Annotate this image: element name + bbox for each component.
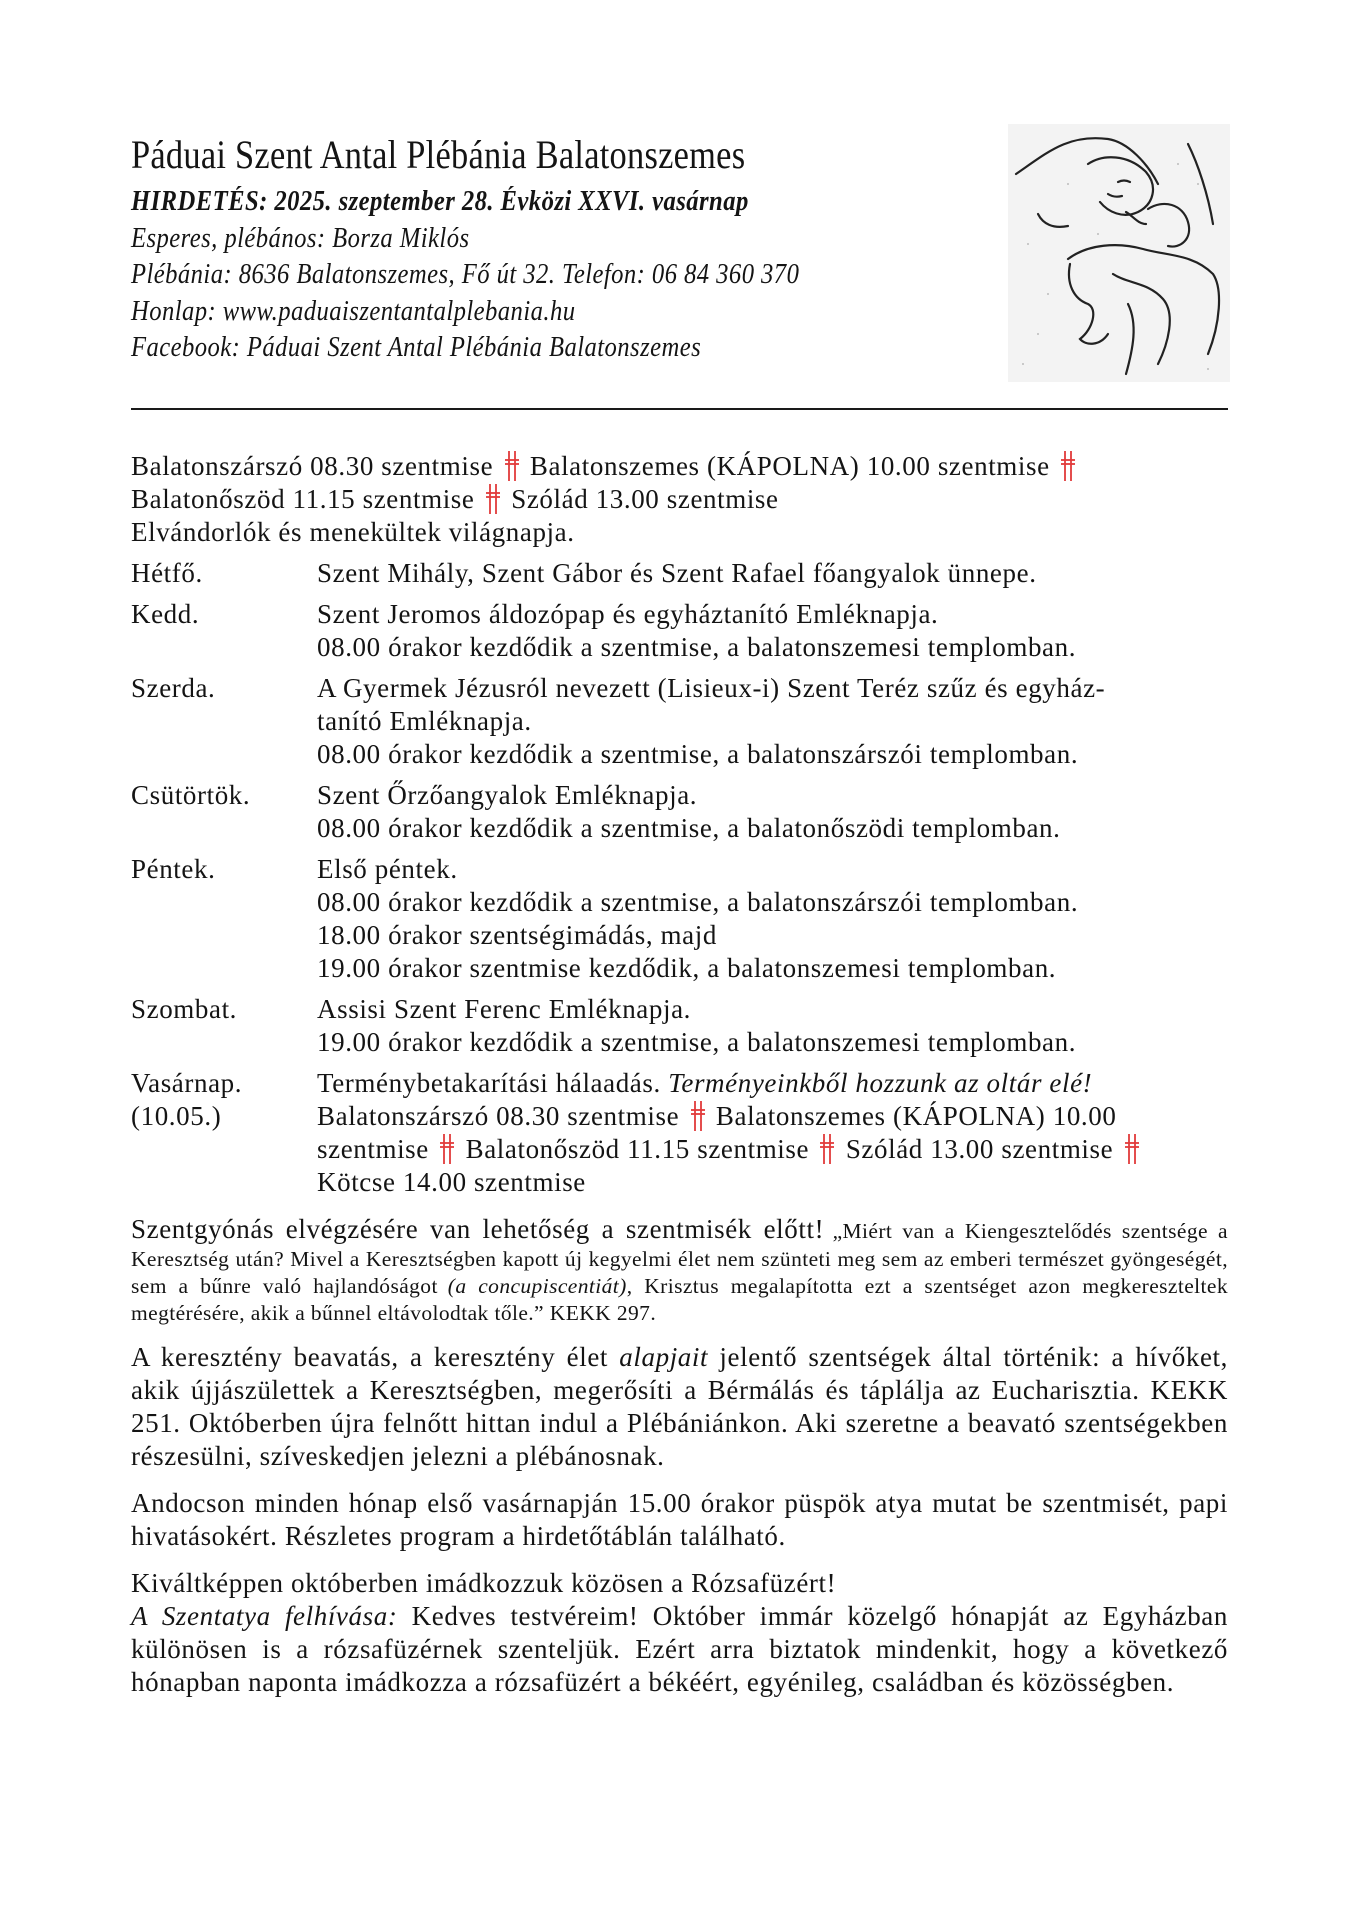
schedule-row-tuesday [131,598,1228,664]
header-divider [131,408,1228,410]
saint-anthony-sketch-icon [1008,124,1230,382]
day-label: Csütörtök. [131,780,251,810]
rosary-paragraph [131,1567,1228,1699]
cross-icon [820,1134,834,1164]
confession-lead: Szentgyónás elvégzésére van lehetőség a szentmisék előtt! [131,1214,825,1244]
schedule-row-friday [131,853,1228,985]
saint-anthony-image [1008,124,1230,382]
schedule-row-monday [131,557,1228,590]
confession-quote-italic: (a concupiscentiát) [447,1274,627,1298]
schedule-line: Szent Jeromos áldozópap és egyháztanító Emléknapja. [317,599,939,629]
mass-item: Balatonszemes (KÁPOLNA) 10.00 szentmise [529,451,1050,481]
sunday-masses [131,450,1228,549]
mass-item: Balatonszemes (KÁPOLNA) 10.00 szentmise [317,1101,1117,1164]
schedule-line: tanító Emléknapja. [317,706,532,736]
mass-item: Szólád 13.00 szentmise [845,1134,1114,1164]
facebook-link[interactable]: Facebook: Páduai Szent Antal Plébánia Balatonszemes [131,332,702,363]
day-label: Szombat. [131,994,238,1024]
mass-item: Szólád 13.00 szentmise [511,484,779,514]
cross-icon [440,1134,454,1164]
schedule-line: A Gyermek Jézusról nevezett (Lisieux-i) Szent Teréz szűz és egyház- [317,673,1106,703]
day-label: Hétfő. [131,558,203,588]
pope-text: Kedves testvéreim! Október immár közelgő hónapját az Egyházban különösen is a rózsafüzérnek szenteljük. Ezért arra biztatok mindenkit, hogy a következő hónapban naponta imádkozza a rózsafüzért a békéért, egyénileg, családban és közösségben. [131,1601,1228,1697]
mass-item: Balatonőszöd 11.15 szentmise [465,1134,810,1164]
schedule-line: 19.00 órakor szentmise kezdődik, a balatonszemesi templomban. [317,953,1057,983]
initiation-italic: alapjait [619,1342,709,1372]
schedule-line: 08.00 órakor kezdődik a szentmise, a balatonszárszói templomban. [317,739,1079,769]
cross-icon [486,484,500,514]
mass-item: Balatonőszöd 11.15 szentmise [131,484,475,514]
date-label: (10.05.) [131,1101,222,1131]
day-label: Szerda. [131,673,216,703]
schedule-line: Szent Őrzőangyalok Emléknapja. [317,780,698,810]
thanksgiving-note: Terményeinkből hozzunk az oltár elé! [668,1068,1093,1098]
header [131,130,1011,367]
day-label: Péntek. [131,854,216,884]
cross-icon [505,451,519,481]
schedule-row-saturday [131,993,1228,1059]
page-title: Páduai Szent Antal Plébánia Balatonszemes [131,132,746,177]
thanksgiving-title: Terménybetakarítási hálaadás. [317,1068,661,1098]
day-label: Kedd. [131,599,200,629]
mass-item: Balatonszárszó 08.30 szentmise [131,451,494,481]
schedule-line: 08.00 órakor kezdődik a szentmise, a balatonszárszói templomban. [317,887,1079,917]
mass-item: Balatonszárszó 08.30 szentmise [317,1101,680,1131]
andocs-paragraph: Andocson minden hónap első vasárnapján 15.00 órakor püspök atya mutat be szentmisét, papi hivatásokért. Részletes program a hirdetőtáblán található. [131,1488,1228,1551]
day-label: Vasárnap. [131,1068,243,1098]
schedule-line: 08.00 órakor kezdődik a szentmise, a balatonszemesi templomban. [317,632,1077,662]
initiation-paragraph [131,1341,1228,1473]
schedule-row-wednesday [131,672,1228,771]
confession-quote: „Miért van a Kiengesztelődés szentsége a Keresztség után? Mivel a Keresztségben kapott új kegyelmi élet nem szünteti meg sem az emberi természet gyöngeségét, sem a bűnre való hajlandóságot [131,1219,1228,1298]
schedule-line: 19.00 órakor kezdődik a szentmise, a balatonszemesi templomban. [317,1027,1077,1057]
bulletin-body [131,450,1228,1699]
schedule-line: 08.00 órakor kezdődik a szentmise, a balatonőszödi templomban. [317,813,1061,843]
schedule-line: 18.00 órakor szentségimádás, majd [317,920,717,950]
mass-item: Kötcse 14.00 szentmise [317,1167,586,1197]
rosary-lead: Kiváltképpen októberben imádkozzuk közösen a Rózsafüzért! [131,1568,837,1598]
website-link[interactable]: Honlap: www.paduaiszentantalplebania.hu [131,295,576,327]
schedule-row-next-sunday [131,1067,1228,1199]
confession-quote-end: , Krisztus megalapította ezt a szentséget azon megkereszteltek megtérésére, akik a bűnnel eltávolodtak tőle.” KEKK 297. [131,1274,1229,1325]
cross-icon [1125,1134,1139,1164]
initiation-text: A keresztény beavatás, a keresztény élet [131,1342,608,1372]
schedule-row-thursday [131,779,1228,845]
schedule-line: Assisi Szent Ferenc Emléknapja. [317,994,692,1024]
cross-icon [1061,451,1075,481]
priest-line: Esperes, plébános: Borza Miklós [131,222,470,254]
pope-label: A Szentatya felhívása: [131,1601,398,1631]
cross-icon [691,1101,705,1131]
confession-paragraph [131,1213,1228,1327]
world-day-note: Elvándorlók és menekültek világnapja. [131,517,575,547]
announcement-date: HIRDETÉS: 2025. szeptember 28. Évközi XXVI. vasárnap [131,186,749,217]
address-line: Plébánia: 8636 Balatonszemes, Fő út 32. Telefon: 06 84 360 370 [131,259,800,290]
initiation-text-end: jelentő szentségek által történik: a hívőket, akik újjászülettek a Keresztségben, megerősíti a Bérmálás és táplálja az Eucharisztia. KEKK 251. Októberben újra felnőtt hittan indul a Plébániánkon. Aki szeretne a beavató szentségekben részesülni, szíveskedjen jelezni a plébánosnak. [131,1342,1228,1471]
schedule-line: Szent Mihály, Szent Gábor és Szent Rafael főangyalok ünnepe. [317,558,1037,588]
schedule-line: Első péntek. [317,854,458,884]
